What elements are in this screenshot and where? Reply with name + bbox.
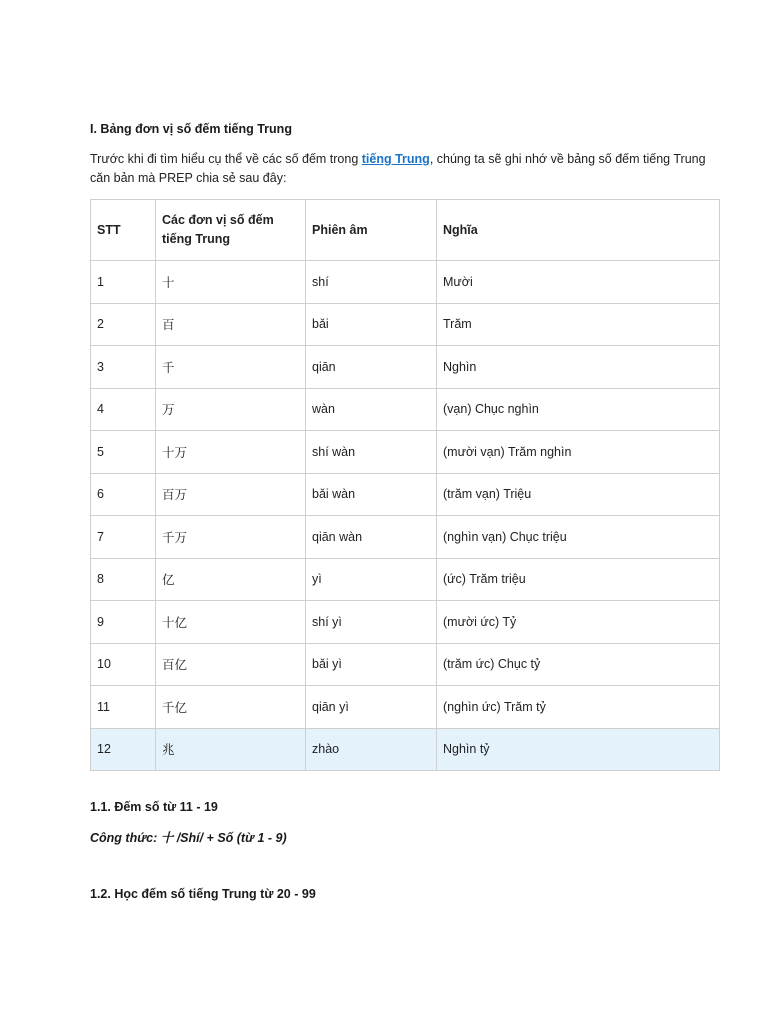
table-row bbox=[91, 303, 720, 346]
table-row bbox=[91, 516, 720, 559]
cell-pinyin: qiān bbox=[306, 346, 437, 389]
cell-meaning: (trăm ức) Chục tỷ bbox=[437, 643, 720, 686]
cell-stt: 11 bbox=[91, 686, 156, 729]
cell-pinyin: bǎi bbox=[306, 303, 437, 346]
table-row bbox=[91, 643, 720, 686]
table-row bbox=[91, 601, 720, 644]
cell-stt: 5 bbox=[91, 431, 156, 474]
table-row bbox=[91, 473, 720, 516]
counting-units-table bbox=[90, 199, 720, 771]
cell-meaning: Trăm bbox=[437, 303, 720, 346]
cell-pinyin: qiān wàn bbox=[306, 516, 437, 559]
cell-stt: 9 bbox=[91, 601, 156, 644]
table-row bbox=[91, 431, 720, 474]
cell-stt: 3 bbox=[91, 346, 156, 389]
cell-pinyin: bǎi yì bbox=[306, 643, 437, 686]
table-row bbox=[91, 346, 720, 389]
cell-unit: 千 bbox=[156, 346, 306, 389]
cell-stt: 1 bbox=[91, 261, 156, 304]
cell-pinyin: wàn bbox=[306, 388, 437, 431]
cell-unit: 百 bbox=[156, 303, 306, 346]
cell-pinyin: yì bbox=[306, 558, 437, 601]
cell-meaning: (ức) Trăm triệu bbox=[437, 558, 720, 601]
section-title: I. Bảng đơn vị số đếm tiếng Trung bbox=[90, 122, 292, 136]
cell-stt: 10 bbox=[91, 643, 156, 686]
cell-unit: 十 bbox=[156, 261, 306, 304]
cell-meaning: (mười ức) Tỷ bbox=[437, 601, 720, 644]
cell-unit: 亿 bbox=[156, 558, 306, 601]
table-row bbox=[91, 388, 720, 431]
cell-unit: 千万 bbox=[156, 516, 306, 559]
cell-unit: 千亿 bbox=[156, 686, 306, 729]
cell-pinyin: qiān yì bbox=[306, 686, 437, 729]
intro-text-after: , chúng ta sẽ ghi nhớ về bảng số đếm tiếng Trung căn bản mà PREP chia sẻ sau đây: bbox=[90, 152, 706, 185]
table-header-row bbox=[91, 200, 720, 261]
cell-unit: 十亿 bbox=[156, 601, 306, 644]
cell-unit: 兆 bbox=[156, 728, 306, 771]
header-unit: Các đơn vị số đếm tiếng Trung bbox=[156, 200, 306, 261]
cell-stt: 7 bbox=[91, 516, 156, 559]
intro-paragraph bbox=[90, 150, 720, 188]
tieng-trung-link[interactable]: tiếng Trung bbox=[361, 152, 430, 166]
cell-stt: 2 bbox=[91, 303, 156, 346]
cell-unit: 万 bbox=[156, 388, 306, 431]
table-row bbox=[91, 686, 720, 729]
cell-meaning: Mười bbox=[437, 261, 720, 304]
table-row-highlighted bbox=[91, 728, 720, 771]
cell-pinyin: bǎi wàn bbox=[306, 473, 437, 516]
formula-text: Công thức: 十 /Shí/ + Số (từ 1 - 9) bbox=[90, 831, 287, 845]
cell-stt: 6 bbox=[91, 473, 156, 516]
cell-unit: 百万 bbox=[156, 473, 306, 516]
subsection-title-20-99: 1.2. Học đếm số tiếng Trung từ 20 - 99 bbox=[90, 887, 316, 901]
cell-meaning: (nghìn ức) Trăm tỷ bbox=[437, 686, 720, 729]
cell-unit: 十万 bbox=[156, 431, 306, 474]
cell-stt: 12 bbox=[91, 728, 156, 771]
cell-meaning: (nghìn vạn) Chục triệu bbox=[437, 516, 720, 559]
cell-pinyin: zhào bbox=[306, 728, 437, 771]
table-row bbox=[91, 558, 720, 601]
intro-text-before: Trước khi đi tìm hiểu cụ thể về các số đếm trong bbox=[90, 152, 362, 166]
cell-stt: 8 bbox=[91, 558, 156, 601]
cell-pinyin: shí yì bbox=[306, 601, 437, 644]
cell-pinyin: shí bbox=[306, 261, 437, 304]
cell-meaning: (mười vạn) Trăm nghìn bbox=[437, 431, 720, 474]
cell-meaning: Nghìn tỷ bbox=[437, 728, 720, 771]
header-stt: STT bbox=[91, 200, 156, 261]
cell-meaning: Nghìn bbox=[437, 346, 720, 389]
cell-meaning: (trăm vạn) Triệu bbox=[437, 473, 720, 516]
header-meaning: Nghĩa bbox=[437, 200, 720, 261]
header-pinyin: Phiên âm bbox=[306, 200, 437, 261]
cell-pinyin: shí wàn bbox=[306, 431, 437, 474]
cell-stt: 4 bbox=[91, 388, 156, 431]
table-row bbox=[91, 261, 720, 304]
cell-unit: 百亿 bbox=[156, 643, 306, 686]
subsection-title-11-19: 1.1. Đếm số từ 11 - 19 bbox=[90, 800, 218, 814]
cell-meaning: (vạn) Chục nghìn bbox=[437, 388, 720, 431]
